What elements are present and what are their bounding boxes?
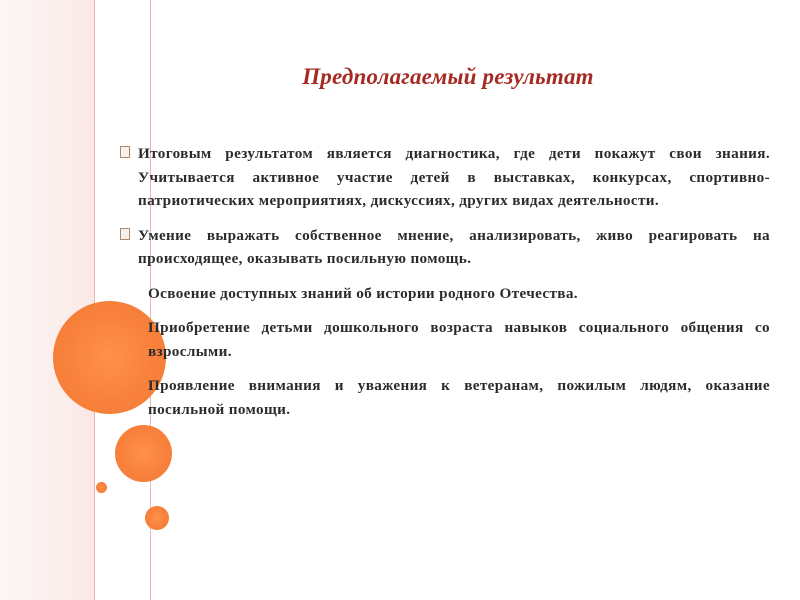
list-item [118, 282, 770, 306]
decor-rule-line [94, 0, 95, 600]
list-item-text: Проявление внимания и уважения к ветеранам, пожилым людям, оказание посильной помощи. [148, 377, 770, 418]
result-list [118, 142, 770, 432]
decor-circle-medium [115, 425, 172, 482]
list-item-text: Итоговым результатом является диагностика, где дети покажут свои знания. Учитывается активное участие детей в выставках, конкурсах, спортивно-патриотических мероприятиях, дискуссиях, других видах деятельности. [138, 145, 770, 209]
list-item-text: Освоение доступных знаний об истории родного Отечества. [148, 284, 578, 302]
list-item-text: Умение выражать собственное мнение, анализировать, живо реагировать на происходящее, оказывать посильную помощь. [138, 226, 770, 267]
list-item-text: Приобретение детьми дошкольного возраста навыков социального общения со взрослыми. [148, 319, 770, 360]
list-item [118, 374, 770, 421]
square-bullet-icon [120, 228, 130, 240]
decor-circle-small [145, 506, 169, 530]
slide-title: Предполагаемый результат [302, 64, 594, 89]
decor-circle-tiny [96, 482, 107, 493]
list-item [118, 224, 770, 271]
list-item [118, 316, 770, 363]
list-item [118, 142, 770, 213]
square-bullet-icon [120, 146, 130, 158]
left-decor-band [0, 0, 94, 600]
